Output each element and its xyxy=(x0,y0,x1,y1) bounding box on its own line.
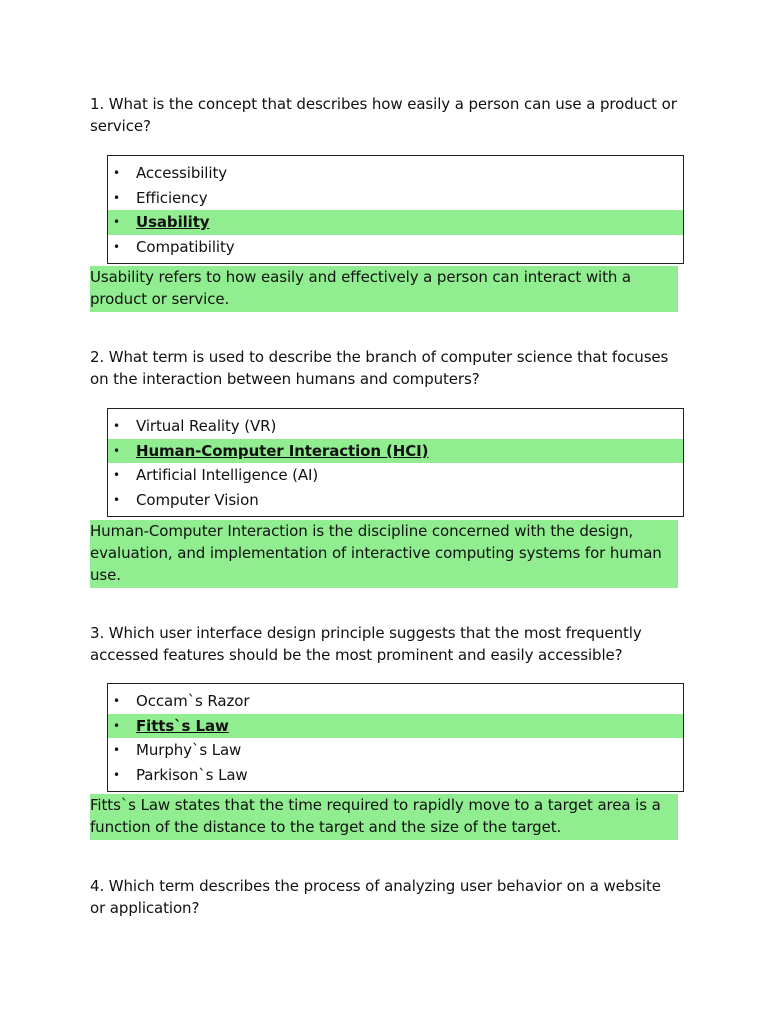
bullet-icon: • xyxy=(113,419,120,433)
option-murphys-law: • Murphy`s Law xyxy=(108,738,683,763)
bullet-icon: • xyxy=(113,190,120,205)
bullet-icon: • xyxy=(113,694,120,708)
option-efficiency: • Efficiency xyxy=(108,186,683,211)
option-hci-correct: • Human-Computer Interaction (HCI) xyxy=(108,439,683,464)
question-3-options xyxy=(107,683,684,792)
bullet-icon: • xyxy=(113,493,120,508)
option-parkisons-law: • Parkison`s Law xyxy=(108,763,683,788)
option-occams-razor: • Occam`s Razor xyxy=(108,689,683,714)
option-compatibility: • Compatibility xyxy=(108,235,683,260)
option-artificial-intelligence: • Artificial Intelligence (AI) xyxy=(108,463,683,488)
question-2-text: 2. What term is used to describe the branch of computer science that focuses on the interaction between humans and computers? xyxy=(90,348,669,388)
question-3-explanation: Fitts`s Law states that the time required to rapidly move to a target area is a function of the distance to the target and the size of the target. xyxy=(90,794,678,840)
bullet-icon: • xyxy=(113,743,120,758)
bullet-icon: • xyxy=(113,718,120,733)
bullet-icon: • xyxy=(113,215,120,230)
question-3-text: 3. Which user interface design principle suggests that the most frequently accessed features should be the most prominent and easily accessible? xyxy=(90,624,642,664)
question-1-text: 1. What is the concept that describes how easily a person can use a product or service? xyxy=(90,95,677,135)
question-2-explanation: Human-Computer Interaction is the discipline concerned with the design, evaluation, and implementation of interactive computing systems for human use. xyxy=(90,520,678,588)
bullet-icon: • xyxy=(113,768,120,783)
bullet-icon: • xyxy=(113,443,120,458)
bullet-icon: • xyxy=(113,468,120,483)
bullet-icon: • xyxy=(113,240,120,255)
question-1-options xyxy=(107,155,684,264)
question-2-options xyxy=(107,408,684,517)
option-accessibility: • Accessibility xyxy=(108,161,683,186)
question-1-explanation: Usability refers to how easily and effectively a person can interact with a product or service. xyxy=(90,266,678,312)
option-usability-correct: • Usability xyxy=(108,210,683,235)
option-computer-vision: • Computer Vision xyxy=(108,488,683,513)
option-virtual-reality: • Virtual Reality (VR) xyxy=(108,414,683,439)
question-4-text: 4. Which term describes the process of analyzing user behavior on a website or application? xyxy=(90,877,661,917)
option-fitts-law-correct: • Fitts`s Law xyxy=(108,714,683,739)
bullet-icon: • xyxy=(113,166,120,180)
